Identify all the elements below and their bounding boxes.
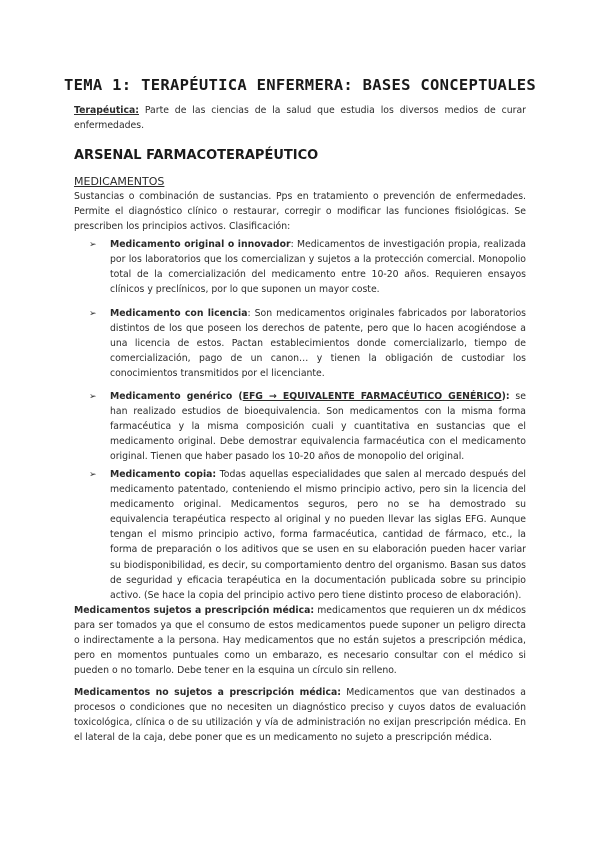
item-term-close: ): <box>501 391 510 402</box>
intro-paragraph <box>74 103 526 133</box>
list-item <box>110 237 526 297</box>
intro-text: Parte de las ciencias de la salud que estudia los diversos medios de curar enfermedades. <box>74 105 526 132</box>
item-text: : Son medicamentos originales fabricados por laboratorios distintos de los que poseen los derechos de patente, pero que lo hacen acogiéndose a una licencia de estos. Pactan establecimientos donde comercializarlo, tiempo de comercialización, pago de un canon… y tienen la obligación de custodiar los conocimientos transmitidos por el licenciante. <box>110 308 526 380</box>
bullet-arrow-icon: ➢ <box>89 392 97 402</box>
item-term: Medicamento con licencia <box>110 308 248 319</box>
description-paragraph: Sustancias o combinación de sustancias. Pps en tratamiento o prevención de enfermedades. Permite el diagnóstico clínico o restaurar, corregir o modificar las funciones fisiológicas. Se prescriben los principios activos. Clasificación: <box>74 191 526 233</box>
prescription-paragraph <box>74 603 526 678</box>
prescription-term: Medicamentos sujetos a prescripción médica: <box>74 605 315 616</box>
list-item <box>110 306 526 381</box>
bullet-arrow-icon: ➢ <box>89 240 97 250</box>
item-text: se han realizado estudios de bioequivalencia. Son medicamentos con la misma forma farmacéutica y la misma composición cuali y cuantitativa en sustancias que el medicamento original. Debe demostrar equivalencia farmacéutica con el medicamento original. Tienen que haber pasado los 10-20 años de monopolio del original. <box>110 391 526 463</box>
bullet-arrow-icon: ➢ <box>89 470 97 480</box>
item-term: Medicamento genérico ( <box>110 391 243 402</box>
list-item <box>110 389 526 464</box>
prescription-text: medicamentos que requieren un dx médicos para ser tomados ya que el consumo de estos medicamentos puede suponer un peligro directa o indirectamente a la persona. Hay medicamentos que no están sujetos a prescripción médica, pero en momentos puntuales como un embarazo, es necesario consultar con el médico si pueden o no tomarlo. Debe tener en la esquina un círculo sin relleno. <box>74 605 526 677</box>
bullet-arrow-icon: ➢ <box>89 309 97 319</box>
subheading: MEDICAMENTOS <box>74 175 165 188</box>
item-text: : Medicamentos de investigación propia, realizada por los laboratorios que los comercializan y sujetos a la protección comercial. Monopolio total de la comercialización del medicamento entre 10-20 años. Requieren ensayos clínicos y preclínicos, por lo que suponen un mayor coste. <box>110 239 526 296</box>
item-term: Medicamento copia: <box>110 469 217 480</box>
no-prescription-term: Medicamentos no sujetos a prescripción médica: <box>74 687 341 698</box>
efg-abbreviation: EFG → EQUIVALENTE FARMACÉUTICO GENÉRICO <box>242 391 502 402</box>
intro-term: Terapéutica: <box>74 105 139 116</box>
no-prescription-text: Medicamentos que van destinados a procesos o condiciones que no necesiten un diagnóstico preciso y cuyos datos de evaluación toxicológica, clínica o de su utilización y vía de administración no exijan prescripción médica. En el lateral de la caja, debe poner que es un medicamento no sujeto a prescripción médica. <box>74 687 526 744</box>
no-prescription-paragraph <box>74 685 526 745</box>
item-term: Medicamento original o innovador <box>110 239 291 250</box>
list-item <box>110 467 526 603</box>
page-title: TEMA 1: TERAPÉUTICA ENFERMERA: BASES CONCEPTUALES <box>64 76 536 94</box>
section-heading: ARSENAL FARMACOTERAPÉUTICO <box>74 148 319 163</box>
item-text: Todas aquellas especialidades que salen al mercado después del medicamento patentado, conteniendo el mismo principio activo, pero sin la licencia del medicamento original. Medicamentos seguros, pero no se ha demostrado su equivalencia terapéutica respecto al original y no pueden llevar las siglas EFG. Aunque tengan el mismo principio activo, forma farmacéutica, cantidad de fármaco, etc., la forma de preparación o los aditivos que se usen en su elaboración pueden hacer variar su biodisponibilidad, es decir, su comportamiento dentro del organismo. Basan sus datos de seguridad y eficacia terapéutica en la documentación publicada sobre su principio activo. (Se hace la copia del principio activo pero tiene distinto proceso de elaboración). <box>110 469 527 601</box>
